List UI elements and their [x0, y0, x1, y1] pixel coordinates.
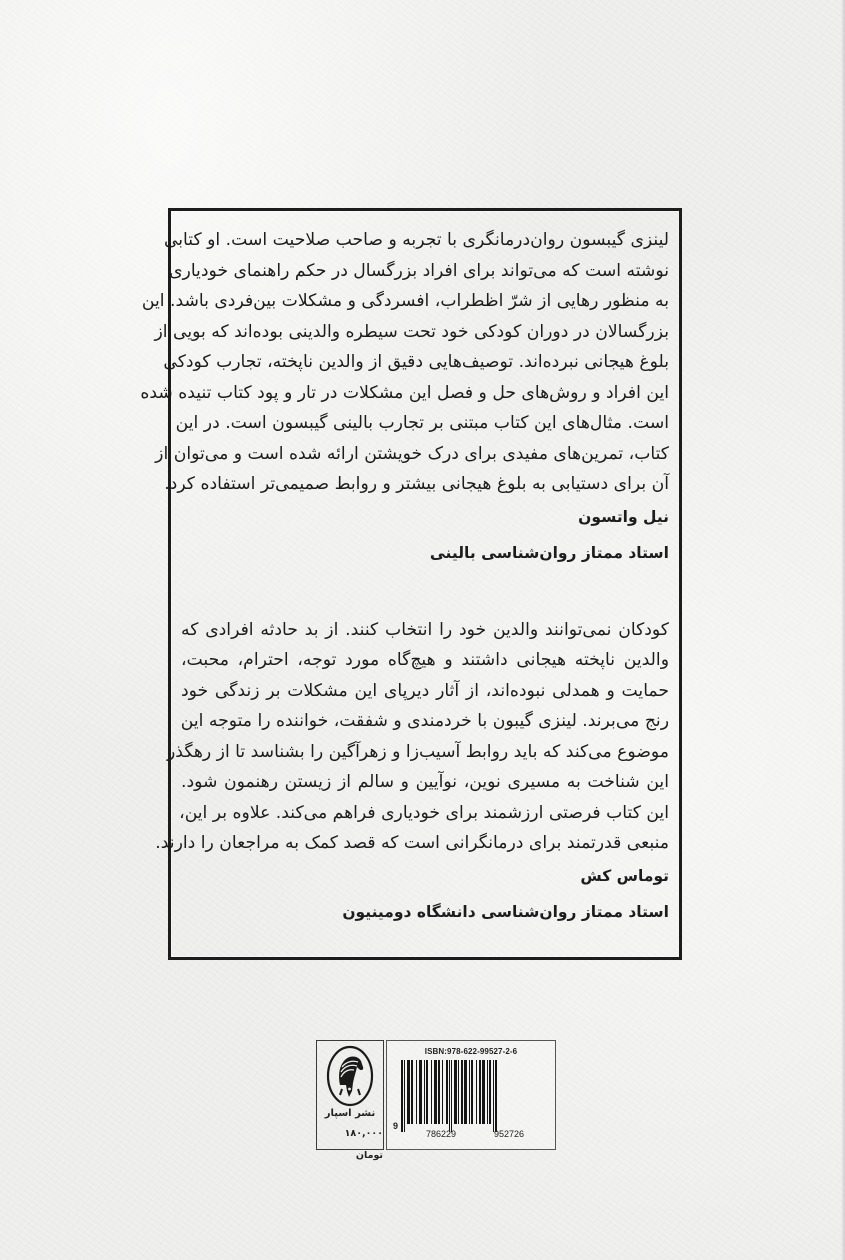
text-line: لینزی گیبسون روان‌درمانگری با تجربه و صاحب صلاحیت است. او کتابی: [163, 230, 669, 250]
text-line: است. مثال‌های این کتاب مبتنی بر تجارب بالینی گیبسون است. در این: [175, 413, 669, 433]
isbn-label: ISBN:978-622-99527-2-6: [424, 1047, 518, 1056]
barcode-digits-right: 952726: [493, 1129, 525, 1139]
horse-head-pen-logo-icon: [324, 1045, 376, 1107]
barcode-icon: [401, 1060, 549, 1132]
text-line: نوشته است که می‌تواند برای افراد بزرگسال در حکم راهنمای خودیاری: [169, 260, 669, 281]
text-line: والدین ناپخته هیجانی داشتند و هیچ‌گاه مورد توجه، احترام، محبت،: [181, 650, 669, 670]
text-line: رنج می‌برند. لینزی گیبون با خردمندی و شفقت، خواننده را متوجه این: [180, 711, 669, 731]
text-line: بلوغ هیجانی نبرده‌اند. توصیف‌هایی دقیق از والدین ناپخته، تجارب کودکی: [163, 352, 669, 372]
author-name-2: توماس کش: [580, 866, 669, 885]
text-line: این افراد و روش‌های حل و فصل این مشکلات در تار و پود کتاب تنیده شده: [140, 382, 669, 403]
text-line: این کتاب فرصتی ارزشمند برای خودیاری فراهم می‌کند. علاوه بر این،: [179, 802, 669, 823]
author-title-1: استاد ممتاز روان‌شناسی بالینی: [429, 543, 669, 562]
testimonial-text-1: [140, 225, 669, 500]
text-line: کتاب، تمرین‌های مفیدی برای درک خویشتن ارائه شده است و می‌توان از: [155, 443, 669, 464]
barcode-digits-left: 786229: [425, 1129, 457, 1139]
text-line: منبعی قدرتمند برای درمانگرانی است که قصد کمک به مراجعان را دارند.: [155, 833, 669, 853]
author-title-2: استاد ممتاز روان‌شناسی دانشگاه دومینیون: [342, 902, 669, 921]
text-line: آن برای دستیابی به بلوغ هیجانی بیشتر و روابط صمیمی‌تر استفاده کرد.: [164, 474, 669, 494]
cover-edge-shadow: [841, 0, 845, 1260]
author-name-1: نیل واتسون: [578, 507, 669, 526]
testimonial-block-2: [155, 615, 669, 927]
testimonials-frame: [140, 208, 682, 960]
publisher-name: نشر اسپار: [324, 1108, 376, 1119]
price-label: ۱۸۰,۰۰۰ تومان: [344, 1128, 383, 1161]
text-line: موضوع می‌کند که باید روابط آسیب‌زا و زهرآگین را بشناسد تا از رهگذر: [167, 741, 669, 762]
testimonial-block-1: [140, 225, 669, 568]
testimonials-content: [140, 225, 669, 927]
text-line: بزرگسالان در دوران کودکی خود تحت سیطره والدینی بوده‌اند که بویی از: [154, 321, 669, 342]
barcode-lead-digit: 9: [393, 1121, 399, 1131]
barcode-box: [386, 1040, 556, 1150]
text-line: به منظور رهایی از شرّ اظطراب، افسردگی و مشکلات بین‌فردی باشد. این: [141, 291, 669, 311]
publisher-box: [316, 1040, 384, 1161]
testimonial-text-2: [155, 615, 669, 859]
text-line: کودکان نمی‌توانند والدین خود را انتخاب کنند. از بد حادثه افرادی که: [181, 619, 669, 640]
text-line: حمایت و همدلی نبوده‌اند، از آثار دیرپای این مشکلات بر زندگی خود: [181, 680, 669, 701]
text-line: این شناخت به مسیری نوین، نوآیین و سالم از زیستن رهنمون شود.: [181, 772, 669, 792]
